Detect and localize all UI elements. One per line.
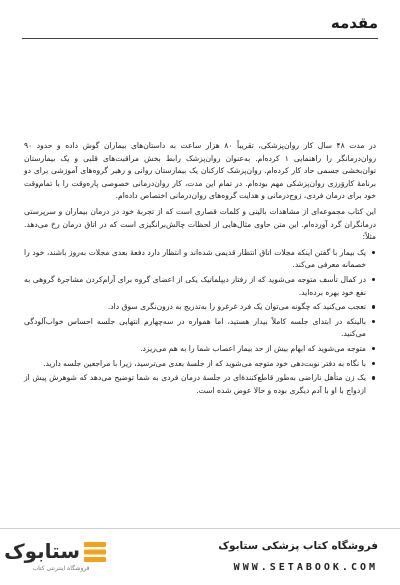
list-item: متوجه می‌شوید که ابهام بیش از حد بیمار اعصاب شما را به هم می‌ریزد. <box>24 343 366 356</box>
list-item: یک زن متأهل ناراضی به‌طور قاطع‌کنندهٔ‌ای در جلسهٔ درمان فردی به شما توضیح می‌دهد که شوهرش پیش از ازدواج با او با آدم دیگری بوده و حالا عوض شده است. <box>24 372 366 397</box>
paragraph: در مدت ۴۸ سال کار روان‌پزشکی، تقریباً ۸۰ هزار ساعت به داستان‌های بیماران گوش داده و حدود ۹۰ روان‌درمانگر را راهنمایی ۱ کرده‌ام. به‌عنوان روان‌پزشک رابط بخش مراقبت‌های قلبی و یک بیمارستان توان‌بخشی جسمی حاد کار کرده‌ام. روان‌پزشک کارکنان یک بیمارستان روانی و رهبر گروه‌های آموزشی برای دو برنامهٔ کاروَرزی روان‌پزشکی مهم بوده‌ام. در تمام این مدت، کار روان‌درمانی خصوصی پاره‌وقت را با تمام‌وقت خود برای درمان فردی، زوج‌درمانی و هدایت گروه‌های روان‌درمانی اختصاص داده‌ام. <box>24 141 377 201</box>
list-item: تعجب می‌کنید که چگونه می‌توان یک فرد غرغرو را به‌تدریج به درون‌نگری سوق داد. <box>24 301 366 314</box>
logo-wordmark: ستابوک <box>4 539 80 563</box>
footer-banner <box>0 528 400 585</box>
book-stack-icon <box>82 539 108 565</box>
shop-name: فروشگاه کتاب پزشکی ستابوک <box>218 540 378 552</box>
setabook-logo[interactable] <box>4 537 112 577</box>
example-list <box>24 247 376 398</box>
list-item: بالینکه در ابتدای جلسه کاملاً بیدار هستید، اما همواره در سه‌چهارم انتهایی جلسه احساس خواب‌آلودگی می‌کنید. <box>24 316 366 341</box>
shop-url-link[interactable]: WWW.SETABOOK.COM <box>233 562 378 573</box>
logo-tagline: فروشگاه اینترنتی کتاب <box>32 565 90 572</box>
title-divider <box>22 38 378 39</box>
list-item: در کمال تأسف متوجه می‌شوید که از رفتار دیپلماتیک یکی از اعضای گروه برای آرام‌کردن مشاجرهٔ گروهی به نفع خود بهره برده‌اید. <box>24 274 366 299</box>
page-title: مقدمه <box>330 14 378 32</box>
paragraph: این کتاب مجموعه‌ای از مشاهدات بالینی و کلمات قصاری است که از تجربهٔ خود در درمان بیماران و سرپرستی درمانگران گرد آورده‌ام. این متن حاوی مثال‌هایی از لحظات چالش‌برانگیزی است که در اتاق درمان رخ می‌دهد. مثلاً: <box>24 206 376 242</box>
chapter-body <box>24 140 376 399</box>
list-item: با نگاه به دفتر نوبت‌دهی خود متوجه می‌شوید که از جلسهٔ بعدی می‌ترسید، زیرا با مراجعین جلسه دارید. <box>24 358 366 371</box>
list-item: یک بیمار با گفتن اینکه مجلات اتاق انتظار قدیمی شده‌اند و انتظار دارد دفعهٔ بعدی مجلات به‌روز باشند، خود را خصمانه معرفی می‌کند. <box>24 247 366 272</box>
